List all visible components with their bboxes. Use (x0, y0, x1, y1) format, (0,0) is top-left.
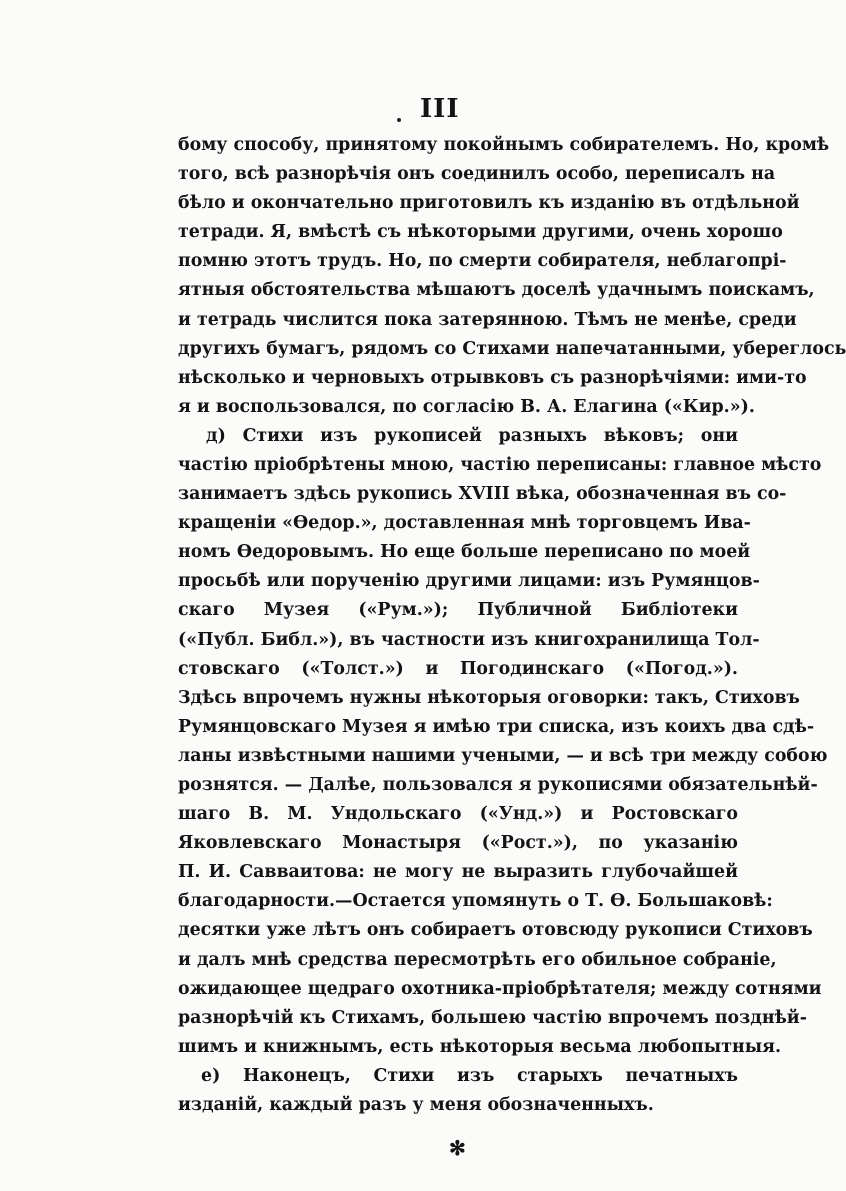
text-line: шимъ и книжнымъ, есть нѣкоторыя весьма любопытныя. (178, 1036, 782, 1057)
text-line: десятки уже лѣтъ онъ собираетъ отовсюду рукописи Стиховъ (178, 920, 813, 941)
text-line: и далъ мнѣ средства пересмотрѣть его обильное собраніе, (178, 949, 777, 970)
text-line: занимаетъ здѣсь рукопись XVIII вѣка, обозначенная въ со- (178, 484, 787, 505)
text-line: частію пріобрѣтены мною, частію переписаны: главное мѣсто (178, 455, 822, 475)
text-line: Яковлевскаго Монастыря («Рост.»), по указанію (178, 833, 738, 854)
text-line: я и воспользовался, по согласію В. А. Елагина («Кир.»). (178, 396, 755, 417)
text-line: («Публ. Библ.»), въ частности изъ книгохранилища Тол- (178, 629, 760, 650)
text-line: благодарности.—Остается упомянуть о Т. Ѳ. Большаковѣ: (178, 891, 773, 912)
text-line: рознятся. — Далѣе, пользовался я рукописями обязательнѣй- (178, 775, 818, 795)
page-number: III (420, 94, 460, 124)
text-line: номъ Ѳедоровымъ. Но еще больше переписано по моей (178, 542, 751, 563)
text-line: ятныя обстоятельства мѣшаютъ доселѣ удачнымъ поискамъ, (178, 280, 815, 301)
text-line: разнорѣчій къ Стихамъ, большею частію впрочемъ позднѣй- (178, 1007, 807, 1028)
text-line: тетради. Я, вмѣстѣ съ нѣкоторыми другими, очень хорошо (178, 222, 783, 243)
text-line: просьбѣ или порученію другими лицами: изъ Румянцов- (178, 571, 760, 592)
text-line: изданій, каждый разъ у меня обозначенныхъ. (178, 1095, 654, 1115)
text-line: кращеніи «Ѳедор.», доставленная мнѣ торговцемъ Ива- (178, 513, 751, 534)
text-line: бому способу, принятому покойнымъ собирателемъ. Но, кромѣ (178, 135, 830, 155)
text-line: Румянцовскаго Музея я имѣю три списка, изъ коихъ два сдѣ- (178, 716, 815, 737)
text-line: и тетрадь числится пока затерянною. Тѣмъ не менѣе, среди (178, 309, 797, 330)
text-line: нѣсколько и черновыхъ отрывковъ съ разнорѣчіями: ими-то (178, 367, 807, 388)
paragraph-e-start: е) Наконецъ, Стихи изъ старыхъ печатныхъ (201, 1065, 738, 1086)
text-line: П. И. Савваитова: не могу не выразить глубочайшей (178, 862, 738, 883)
text-line: скаго Музея («Рум.»); Публичной Библіотеки (178, 600, 738, 621)
text-line: того, всѣ разнорѣчія онъ соединилъ особо, переписалъ на (178, 164, 776, 185)
ornament-asterisk: ✻ (449, 1136, 466, 1160)
text-line: другихъ бумагъ, рядомъ со Стихами напечатанными, уберeглось (178, 338, 846, 359)
text-line: бѣло и окончательно приготовилъ къ изданію въ отдѣльной (178, 193, 800, 214)
text-line: стовскаго («Толст.») и Погодинскаго («Погод.»). (178, 658, 738, 679)
text-line: Здѣсь впрочемъ нужны нѣкоторыя оговорки: такъ, Стиховъ (178, 687, 800, 708)
text-line: помню этотъ трудъ. Но, по смерти собирателя, неблагопрі- (178, 251, 787, 272)
print-speck (397, 118, 401, 122)
paragraph-d-start: д) Стихи изъ рукописей разныхъ вѣковъ; они (206, 425, 738, 446)
text-line: ланы извѣстными нашими учеными, — и всѣ три между собою (178, 745, 828, 766)
text-line: шаго В. М. Ундольскаго («Унд.») и Ростовскаго (178, 804, 738, 825)
text-line: ожидающее щедраго охотника-пріобрѣтателя; между сотнями (178, 978, 822, 999)
